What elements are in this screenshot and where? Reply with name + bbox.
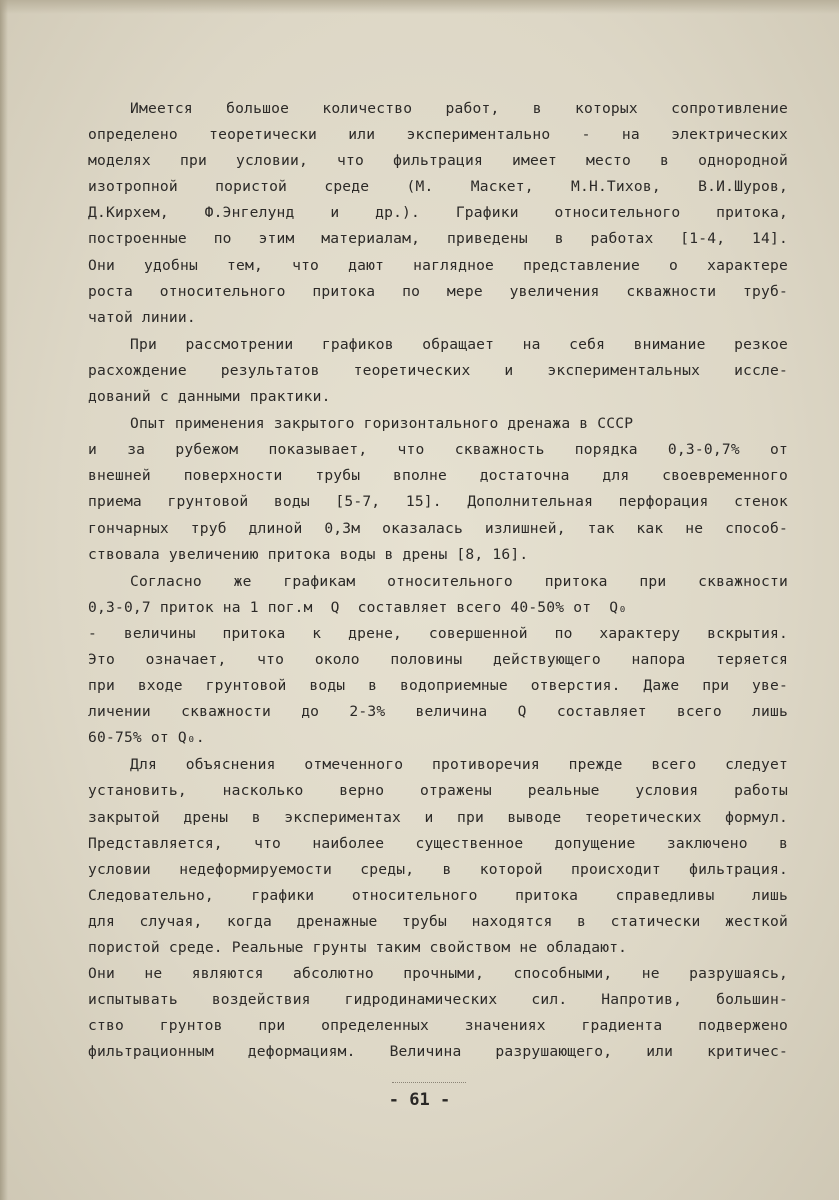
- text-line: приема грунтовой воды [5-7, 15]. Дополнительная перфорация стенок: [88, 493, 788, 511]
- text-line: условии недеформируемости среды, в которой происходит фильтрация.: [88, 860, 788, 878]
- text-line: построенные по этим материалам, приведены в работах [1-4, 14].: [88, 230, 788, 248]
- folio-rule: [392, 1082, 466, 1083]
- text-line: 60-75% от Q₀.: [88, 729, 205, 747]
- text-line: Для объяснения отмеченного противоречия прежде всего следует: [130, 756, 788, 774]
- text-line: При рассмотрении графиков обращает на себя внимание резкое: [130, 335, 788, 353]
- text-line: Они удобны тем, что дают наглядное представление о характере: [88, 256, 788, 274]
- text-line: Согласно же графикам относительного притока при скважности: [130, 572, 788, 590]
- page-number: - 61 -: [388, 1090, 451, 1110]
- text-line: определено теоретически или экспериментально - на электрических: [88, 126, 788, 144]
- text-line: при входе грунтовой воды в водоприемные отверстия. Даже при уве-: [88, 677, 788, 695]
- text-line: - величины притока к дрене, совершенной по характеру вскрытия.: [88, 624, 788, 642]
- text-line: Это означает, что около половины действующего напора теряется: [88, 650, 788, 668]
- text-line: роста относительного притока по мере увеличения скважности труб-: [88, 282, 788, 300]
- text-line: 0,3-0,7 приток на 1 пог.м Q составляет всего 40-50% от Q₀: [88, 598, 628, 616]
- text-line: для случая, когда дренажные трубы находятся в статически жесткой: [88, 912, 788, 930]
- text-line: пористой среде. Реальные грунты таким свойством не обладают.: [88, 939, 628, 956]
- text-line: закрытой дрены в экспериментах и при выводе теоретических формул.: [88, 808, 788, 826]
- text-line: установить, насколько верно отражены реальные условия работы: [88, 782, 788, 800]
- text-line: моделях при условии, что фильтрация имеет место в однородной: [88, 152, 788, 170]
- page-left-shadow: [0, 0, 8, 1200]
- text-line: Опыт применения закрытого горизонтального дренажа в СССР: [130, 415, 634, 433]
- text-line: ствовала увеличению притока воды в дрены [8, 16].: [88, 545, 529, 563]
- text-line: и за рубежом показывает, что скважность порядка 0,3-0,7% от: [88, 441, 788, 459]
- text-line: расхождение результатов теоретических и экспериментальных иссле-: [88, 361, 788, 379]
- typewritten-text-block: [88, 96, 788, 1065]
- text-line: испытывать воздействия гидродинамических сил. Напротив, большин-: [88, 991, 788, 1009]
- text-line: Они не являются абсолютно прочными, способными, не разрушаясь,: [88, 965, 788, 983]
- text-line: изотропной пористой среде (М. Маскет, М.Н.Тихов, В.И.Шуров,: [88, 178, 788, 196]
- text-line: личении скважности до 2-3% величина Q составляет всего лишь: [88, 703, 788, 721]
- text-line: фильтрационным деформациям. Величина разрушающего, или критичес-: [88, 1043, 788, 1061]
- text-line: внешней поверхности трубы вполне достаточна для своевременного: [88, 467, 788, 485]
- text-line: Д.Кирхем, Ф.Энгелунд и др.). Графики относительного притока,: [88, 204, 788, 222]
- text-line: дований с данными практики.: [88, 388, 331, 406]
- text-line: ство грунтов при определенных значениях градиента подвержено: [88, 1017, 788, 1035]
- text-line: Представляется, что наиболее существенное допущение заключено в: [88, 834, 788, 852]
- text-line: чатой линии.: [88, 308, 196, 326]
- text-line: Имеется большое количество работ, в которых сопротивление: [130, 100, 788, 117]
- text-line: Следовательно, графики относительного притока справедливы лишь: [88, 886, 788, 904]
- text-line: гончарных труб длиной 0,3м оказалась излишней, так как не способ-: [88, 519, 788, 537]
- page-top-shadow: [0, 0, 839, 14]
